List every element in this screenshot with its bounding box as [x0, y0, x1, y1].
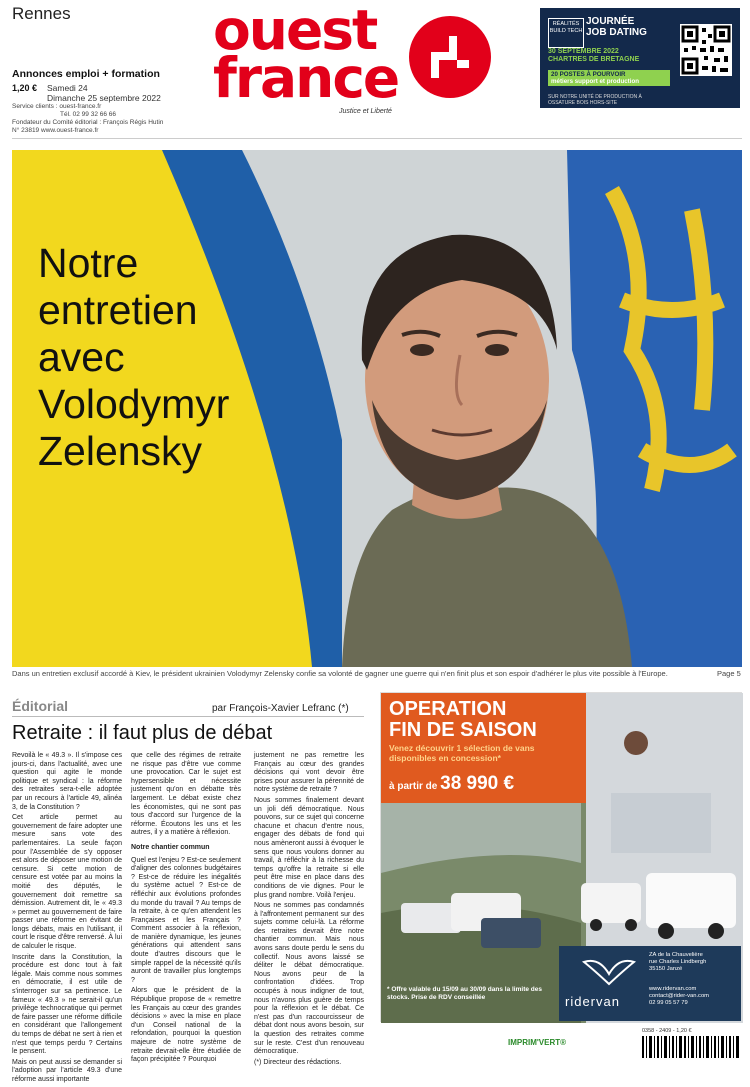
- ridervan-address: [649, 952, 739, 973]
- address-line: ZA de la Chauvelière: [649, 952, 703, 958]
- job-dating-date-line: 30 SEPTEMBRE 2022: [548, 48, 619, 55]
- ridervan-email[interactable]: contact@rider-van.com: [649, 993, 710, 999]
- job-dating-title-2: JOB DATING: [586, 27, 647, 38]
- ouest-france-logo: [213, 0, 493, 116]
- qr-code-icon: [680, 24, 732, 76]
- paragraph: Alors que le président de la République propose de « remettre les Français au cœur des grandes décisions » avec la mise en place d'un Conseil national de la refondation, pourquoi la question majeure de notre système de retraite devrait-elle être étudiée de façon précipitée ? Pourquoi: [131, 987, 241, 1064]
- paragraph: Mais on peut aussi se demander si l'adoption par l'article 49.3 d'une réforme aussi importante: [12, 1058, 122, 1083]
- ad-subtitle: Venez découvrir 1 sélection de vans disponibles en concession*: [389, 743, 535, 763]
- page-reference[interactable]: Page 5: [717, 669, 741, 678]
- positions-line-1: 20 POSTES À POURVOIR: [551, 71, 626, 78]
- editorial-subheading: Notre chantier commun: [131, 843, 210, 851]
- service-label: Service clients :: [12, 103, 58, 110]
- headline-line: Volodymyr: [38, 381, 230, 427]
- editorial-title[interactable]: Retraite : il faut plus de débat: [12, 722, 273, 744]
- job-dating-positions: [548, 70, 670, 86]
- logo-line-2: france: [213, 46, 399, 110]
- editorial-column-3: [254, 752, 364, 1069]
- paragraph: Nous sommes finalement devant un joli défi démocratique. Nous pouvons, sur ce sujet qui concerne chacune et chacun d'entre nous, engager des débats de fond qui nous amèneront aussi à évoquer le sens que nous voulons donner au travail, à réfléchir à la richesse du temps qu'offre la retraite si elle peut être mise en place dans des conditions de vie dignes. Pour le plus grand nombre. Voilà l'enjeu.: [254, 796, 364, 899]
- ridervan-brand-panel: [559, 946, 741, 1021]
- barcode-number: 0358 - 2409 - 1,20 €: [642, 1028, 692, 1034]
- photo-caption: Dans un entretien exclusif accordé à Kiev, le président ukrainien Volodymyr Zelensky confie sa volonté de gagner une guerre qui n'en finit plus et son espoir d'adhérer le plus vite possible à l'Europe.: [12, 669, 668, 678]
- publisher-info: [12, 103, 182, 135]
- ad-disclaimer: * Offre valable du 15/09 au 30/09 dans la limite des stocks. Prise de RDV conseillée: [387, 986, 542, 1001]
- ridervan-name: ridervan: [565, 994, 620, 1009]
- logo-wordmark: [213, 0, 399, 110]
- editorial-rule: [12, 716, 364, 717]
- paragraph: que celle des régimes de retraite ne risque pas d'être vue comme une provocation. Car le sujet est hypersensible et nécessite justement qu'on en débatte très largement. Le débat existe chez les économistes, qui ne sont pas tous d'accord sur l'urgence de la réforme. Écoutons les uns et les autres, il y a matière à réflexion.: [131, 752, 241, 837]
- ad-title-line-1: OPERATION: [389, 698, 507, 720]
- logo-line-1: ouest: [213, 0, 377, 62]
- footer: [500, 1030, 750, 1060]
- job-dating-sub: SUR NOTRE UNITÉ DE PRODUCTION À OSSATURE BOIS HORS-SITE: [548, 94, 642, 106]
- date-line-1: Samedi 24: [47, 83, 88, 93]
- headline-line: avec: [38, 334, 125, 380]
- ridervan-phone: 02 99 05 57 79: [649, 1000, 688, 1006]
- ad-title-line-2: FIN DE SAISON: [389, 719, 537, 741]
- headline-line: entretien: [38, 287, 198, 333]
- ridervan-ad[interactable]: [380, 692, 742, 1022]
- headline-line: Zelensky: [38, 428, 203, 474]
- job-dating-title-1: JOURNÉE: [586, 16, 635, 27]
- positions-line-2: métiers support et production: [551, 78, 640, 85]
- paragraph: Nous ne sommes pas condamnés à l'affrontement permanent sur des sujets comme celui-là. La réforme des retraites devrait être notre chantier commun. Mais nous avons sans doute perdu le sens du collectif. Nous avons laissé se déliter le débat démocratique. Nous avons peur de la confrontation d'idées. Trop occupés à nous indigner de tout, nous n'avons plus guère de temps pour la réflexion et le débat. Ce n'est pas d'un raccourcisseur de débat dont nous avons besoin, sur la question des retraites comme sur le reste. C'est d'un renouveau démocratique.: [254, 902, 364, 1056]
- service-web: ouest-france.fr: [59, 103, 102, 110]
- editorial-tag: Éditorial: [12, 698, 69, 714]
- ridervan-logo-icon: [574, 952, 644, 992]
- masthead: [0, 0, 750, 140]
- paragraph: (*) Directeur des rédactions.: [254, 1058, 342, 1066]
- site-url: www.ouest-france.fr: [41, 127, 99, 134]
- ad-price-prefix: à partir de: [389, 781, 438, 792]
- realites-badge: RÉALITÉS BUILD TECH: [548, 18, 584, 48]
- paragraph: justement ne pas remettre les Français au cœur des grandes décisions qui vont devoir être prises pour assurer la pérennité de notre système de retraite ?: [254, 752, 364, 794]
- price-value: 1,20 €: [12, 83, 38, 93]
- editorial-byline: par François-Xavier Lefranc (*): [212, 703, 349, 714]
- address-line: 35150 Janzé: [649, 966, 683, 972]
- job-dating-date: [548, 48, 639, 64]
- paragraph: Quel est l'enjeu ? Est-ce seulement d'aligner des colonnes budgétaires ? Est-ce de réduire les inégalités du système actuel ? Est-ce de réfléchir aux évolutions profondes du monde du travail ? Au temps de la retraite, à ce qu'en attendent les Françaises et les Français ? Comment associer à la réflexion, de manière dynamique, les jeunes générations qui attendent sans doute d'autres discours que le simple rappel de la nécessité qu'ils auront de travailler plus longtemps ?: [131, 856, 241, 984]
- job-dating-title: [586, 16, 647, 38]
- address-line: rue Charles Lindbergh: [649, 959, 707, 965]
- ridervan-web[interactable]: www.ridervan.com: [649, 986, 697, 992]
- edition-label: Rennes: [12, 4, 71, 23]
- paragraph: Revoilà le « 49.3 ». Il s'impose ces jours-ci, dans l'actualité, avec une question qui agite le monde politique et syndical : la réforme des retraites sera-t-elle adoptée par un recours à l'article 49, alinéa 3, de la Constitution ?: [12, 752, 122, 811]
- price-label: [12, 83, 47, 93]
- logo-circle-icon: [409, 16, 491, 98]
- issue-number: N° 23819: [12, 127, 40, 134]
- paragraph: Cet article permet au gouvernement de faire adopter une mesure sans vote des parlementaires. La seule façon pour l'Assemblée de s'y opposer est alors de déposer une motion de censure. Si cette motion de censure est votée par au moins la moitié des députés, le gouvernement doit remettre sa démission. Autrement dit, le « 49.3 » permet au gouvernement de faire passer une réforme en évitant de longs débats, mais en l'utilisant, il court le risque d'être renversé. À lui de calculer le risque.: [12, 814, 122, 951]
- headline-line: Notre: [38, 240, 139, 286]
- ad-price-value: 38 990 €: [440, 773, 515, 794]
- ad-price: [389, 773, 514, 795]
- founder-line: Fondateur du Comité éditorial : François Régis Hutin: [12, 119, 164, 126]
- logo-tagline: Justice et Liberté: [339, 108, 392, 115]
- editorial-column-1: [12, 752, 122, 1087]
- barcode-icon: [640, 1030, 742, 1060]
- header-divider: [12, 138, 742, 139]
- editorial-column-2: [131, 752, 241, 1067]
- date-line-2: Dimanche 25 septembre 2022: [47, 93, 161, 103]
- ad-title: [389, 699, 537, 741]
- ridervan-contact: [649, 986, 739, 1007]
- job-dating-ad[interactable]: [540, 8, 740, 108]
- service-tel: Tél. 02 99 32 66 66: [60, 111, 117, 118]
- paragraph: Inscrite dans la Constitution, la procédure est donc tout à fait légale. Mais comme nous sommes en démocratie, il est utile de s'interroger sur sa pertinence. Le fameux « 49.3 » ne serait-il qu'un privilège technocratique qui permet de faire passer une réforme difficile en considérant que l'allongement du temps de débat ne sert à rien et n'est que temps perdu ? Certains le pensent.: [12, 953, 122, 1056]
- imprim-vert-logo: IMPRIM'VERT®: [508, 1038, 567, 1047]
- annonces-label: Annonces emploi + formation: [12, 68, 160, 80]
- issue-date: [47, 83, 161, 103]
- job-dating-place: CHARTRES DE BRETAGNE: [548, 56, 640, 63]
- cover-headline[interactable]: [38, 240, 229, 475]
